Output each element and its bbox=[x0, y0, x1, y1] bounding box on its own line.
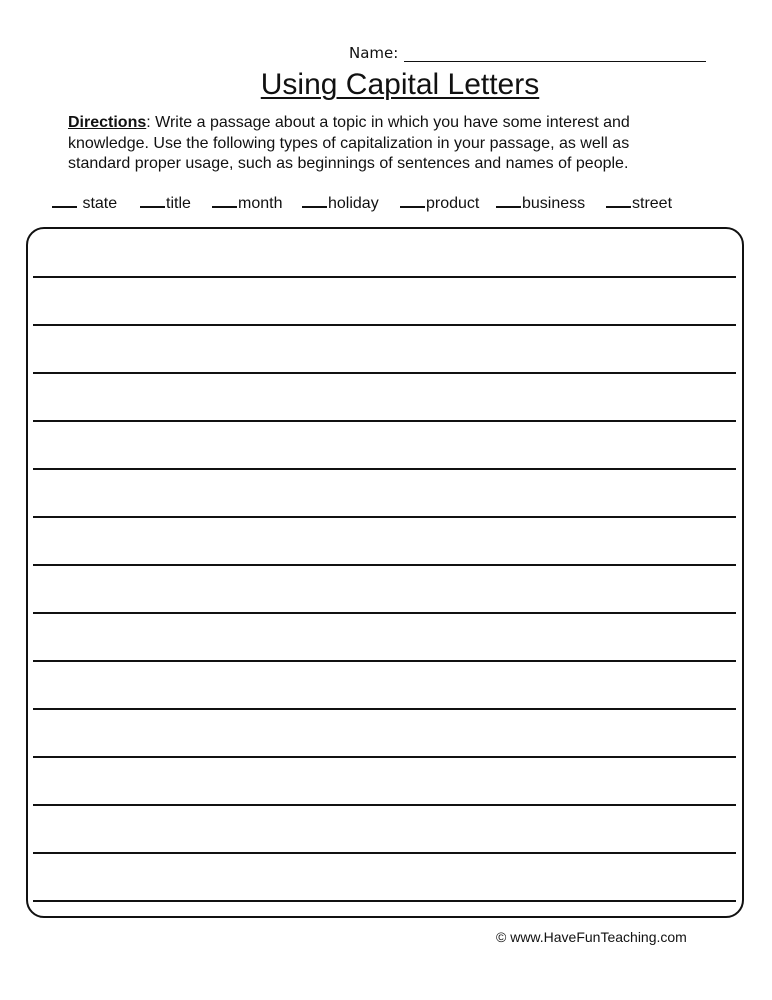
writing-line[interactable] bbox=[33, 708, 736, 710]
type-item-title[interactable]: title bbox=[140, 194, 191, 213]
type-item-state[interactable]: state bbox=[52, 194, 117, 213]
directions-text: : Write a passage about a topic in which you have some interest and knowledge. Use the following types of capitalization in your passage, as well as standard proper usage, such as beginnings of sentences and names of people. bbox=[68, 114, 630, 172]
directions-paragraph bbox=[68, 113, 688, 175]
writing-line[interactable] bbox=[33, 372, 736, 374]
type-item-business[interactable]: business bbox=[496, 194, 585, 213]
type-item-month[interactable]: month bbox=[212, 194, 282, 213]
writing-line[interactable] bbox=[33, 564, 736, 566]
writing-line[interactable] bbox=[33, 420, 736, 422]
writing-line[interactable] bbox=[33, 516, 736, 518]
writing-line[interactable] bbox=[33, 900, 736, 902]
name-field[interactable] bbox=[349, 44, 706, 62]
worksheet-title: Using Capital Letters bbox=[260, 68, 540, 101]
type-item-street[interactable]: street bbox=[606, 194, 672, 213]
check-blank[interactable] bbox=[606, 194, 631, 208]
check-blank[interactable] bbox=[496, 194, 521, 208]
writing-line[interactable] bbox=[33, 852, 736, 854]
directions-label: Directions bbox=[68, 114, 147, 131]
name-blank-line[interactable] bbox=[404, 45, 706, 62]
writing-line[interactable] bbox=[33, 324, 736, 326]
check-blank[interactable] bbox=[302, 194, 327, 208]
writing-line[interactable] bbox=[33, 612, 736, 614]
name-label: Name: bbox=[349, 44, 399, 62]
check-blank[interactable] bbox=[52, 194, 77, 208]
writing-line[interactable] bbox=[33, 468, 736, 470]
writing-line[interactable] bbox=[33, 804, 736, 806]
writing-area-box[interactable] bbox=[26, 227, 744, 918]
check-blank[interactable] bbox=[140, 194, 165, 208]
writing-line[interactable] bbox=[33, 756, 736, 758]
type-item-holiday[interactable]: holiday bbox=[302, 194, 379, 213]
writing-line[interactable] bbox=[33, 276, 736, 278]
check-blank[interactable] bbox=[400, 194, 425, 208]
check-blank[interactable] bbox=[212, 194, 237, 208]
copyright-footer: © www.HaveFunTeaching.com bbox=[496, 929, 687, 945]
writing-line[interactable] bbox=[33, 660, 736, 662]
type-item-product[interactable]: product bbox=[400, 194, 479, 213]
